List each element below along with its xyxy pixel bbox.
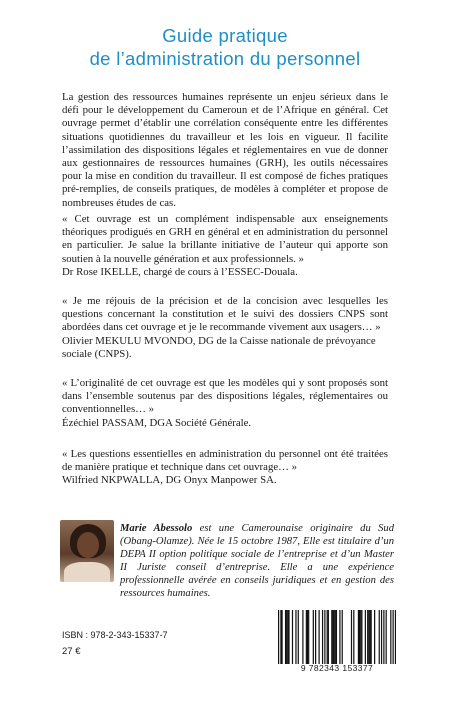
barcode-bar: [361, 610, 362, 664]
book-title: [0, 24, 450, 70]
quote-text: « Je me réjouis de la précision et de la concision avec lesquelles les questions concernant la constitution et le suivi des dossiers CNPS sont abordées dans cet ouvrage et je le recommande vivement aux usagers… »: [62, 295, 388, 334]
quote-text: « Cet ouvrage est un complément indispensable aux enseignements théoriques prodigués en GRH en général et en administration du personnel en particulier. Je salue la brillante initiative de l’auteur qui apporte son soutien à la nouvelle génération et aux professionnels. »: [62, 213, 388, 265]
barcode-bar: [313, 610, 314, 664]
barcode-bar: [307, 610, 308, 664]
barcode-bar: [358, 610, 359, 664]
barcode-bar: [353, 610, 354, 664]
barcode-bar: [374, 610, 375, 664]
barcode-bar: [368, 610, 369, 664]
barcode-bar: [336, 610, 337, 664]
barcode-bar: [295, 610, 296, 664]
quote-block-3: [62, 377, 388, 430]
barcode: [278, 610, 396, 664]
author-photo-shoulders: [64, 562, 110, 582]
barcode-bar: [308, 610, 309, 664]
barcode-bar: [360, 610, 361, 664]
barcode-bar: [318, 610, 319, 664]
barcode-bar: [334, 610, 335, 664]
author-bio: [120, 522, 394, 600]
author-photo: [60, 520, 114, 582]
barcode-bar: [371, 610, 372, 664]
price-label: 27 €: [62, 646, 81, 657]
barcode-bar: [395, 610, 396, 664]
barcode-bar: [324, 610, 325, 664]
intro-paragraph: La gestion des ressources humaines représente un enjeu sérieux dans le défi pour le développement du Cameroun et de l’Afrique en général. Cet ouvrage permet d’établir une corrélation conséquente entre les différentes situations quotidiennes du travailleur et les lois en vigueur. Il facilite l’assimilation des dispositions légales et réglementaires en vue de donner aux gestionnaires de ressources humaines (GRH), les outils nécessaires pour la mise en condition du travailleur. Il est composé de fiches pratiques pré-remplies, de conseils pratiques, de modèles à compléter et propose de nombreuses études de cas.: [62, 91, 388, 209]
quote-block-2: [62, 295, 388, 361]
title-line-2: de l’administration du personnel: [89, 48, 361, 69]
quote-author: Dr Rose IKELLE, chargé de cours à l’ESSEC-Douala.: [62, 265, 298, 278]
quote-author: Olivier MEKULU MVONDO, DG de la Caisse nationale de prévoyance sociale (CNPS).: [62, 334, 376, 360]
barcode-bar: [322, 610, 323, 664]
barcode-bar: [335, 610, 336, 664]
barcode-bar: [287, 610, 288, 664]
barcode-bar: [286, 610, 287, 664]
quote-block-4: [62, 448, 388, 488]
author-name: Marie Abessolo: [120, 523, 193, 534]
barcode-bar: [381, 610, 382, 664]
barcode-bar: [285, 610, 286, 664]
barcode-bar: [280, 610, 281, 664]
barcode-bar: [390, 610, 391, 664]
author-bio-text: est une Camerounaise originaire du Sud (Obang-Olamze). Née le 15 octobre 1987, Elle est titulaire d’un DEPA II option politique sociale de l’entreprise et d’un Master II Juriste conseil d’entreprise. Elle a une expérience professionnelle avérée en conseils juridiques et en gestion des ressources humaines.: [120, 523, 394, 599]
quote-text: « Les questions essentielles en administration du personnel ont été traitées de manière pratique et technique dans cet ouvrage… »: [62, 448, 388, 474]
quote-author: Wilfried NKPWALLA, DG Onyx Manpower SA.: [62, 474, 277, 487]
barcode-bar: [281, 610, 282, 664]
barcode-bar: [367, 610, 368, 664]
barcode-bar: [278, 610, 279, 664]
barcode-bar: [365, 610, 366, 664]
quote-author: Ézéchiel PASSAM, DGA Société Générale.: [62, 416, 252, 429]
barcode-bar: [339, 610, 340, 664]
barcode-bar: [379, 610, 380, 664]
barcode-bar: [327, 610, 328, 664]
barcode-bar: [359, 610, 360, 664]
barcode-bar: [292, 610, 293, 664]
quote-text: « L’originalité de cet ouvrage est que les modèles qui y sont proposés sont dans l’ensemble soutenus par des dispositions légales, réglementaires ou conventionnelles… »: [62, 377, 388, 416]
isbn-label: ISBN : 978-2-343-15337-7: [62, 630, 168, 640]
barcode-bar: [298, 610, 299, 664]
barcode-bar: [393, 610, 394, 664]
barcode-bar: [332, 610, 333, 664]
barcode-bar: [302, 610, 303, 664]
barcode-bar: [288, 610, 289, 664]
title-line-1: Guide pratique: [162, 25, 288, 46]
barcode-bar: [351, 610, 352, 664]
barcode-bar: [315, 610, 316, 664]
barcode-bar: [331, 610, 332, 664]
barcode-bar: [386, 610, 387, 664]
barcode-bar: [369, 610, 370, 664]
barcode-bar: [342, 610, 343, 664]
barcode-bar: [383, 610, 384, 664]
author-photo-face: [77, 532, 99, 558]
barcode-bar: [328, 610, 329, 664]
quote-block-1: [62, 213, 388, 279]
barcode-bar: [306, 610, 307, 664]
barcode-digits: 9 782343 153377: [300, 663, 374, 673]
